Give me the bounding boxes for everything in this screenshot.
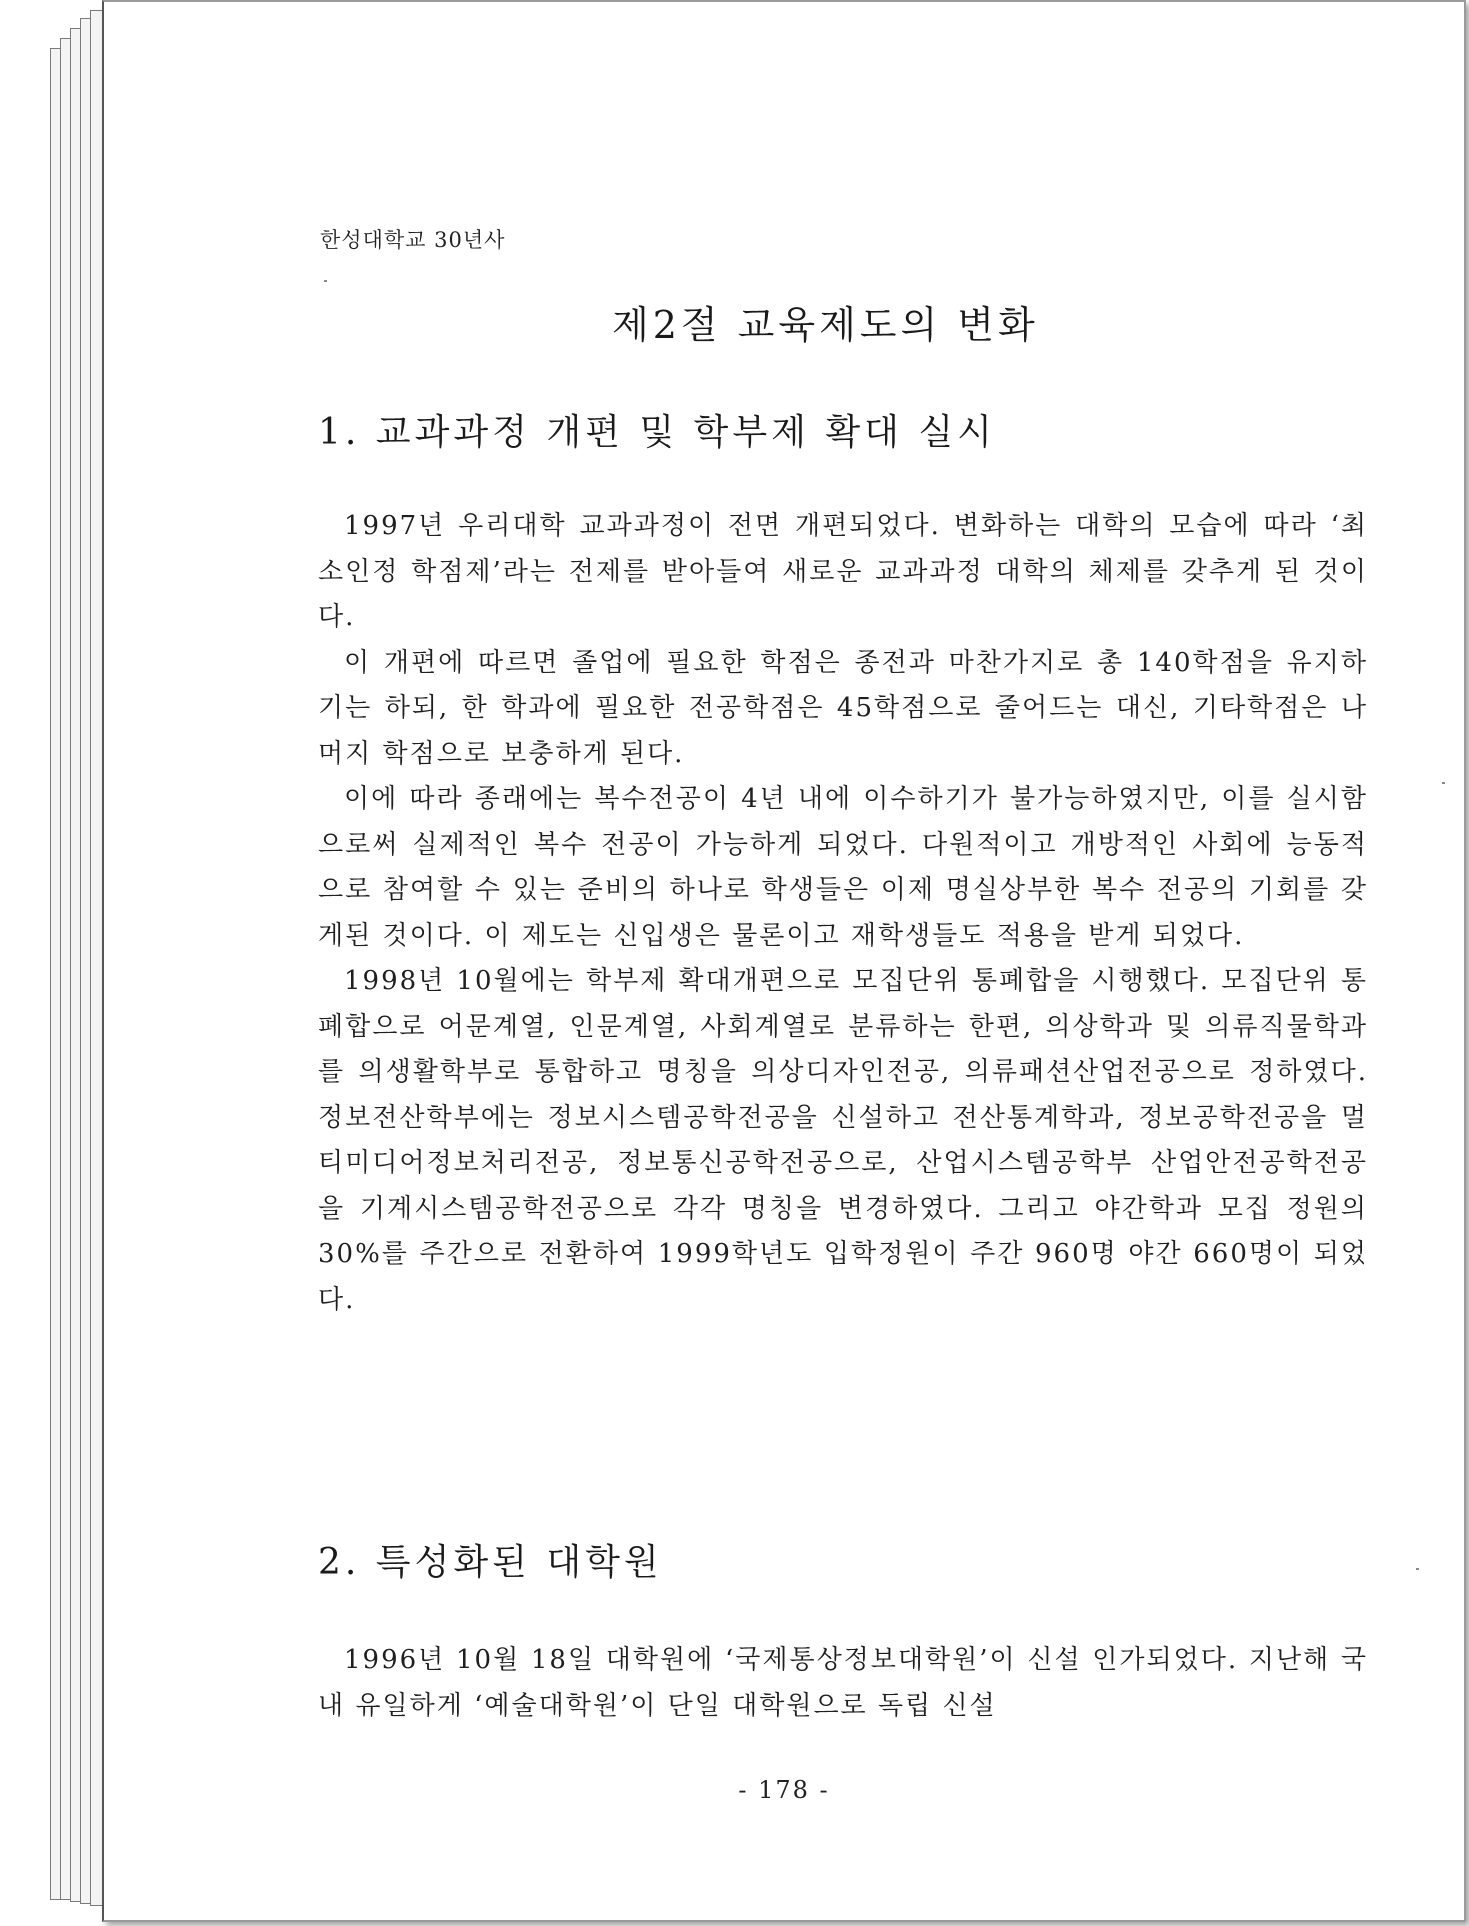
section-title: 1. 교과과정 개편 및 학부제 확대 실시 (318, 412, 996, 453)
paragraph: 1998년 10월에는 학부제 확대개편으로 모집단위 통폐합을 시행했다. 모집단위 통폐합으로 어문계열, 인문계열, 사회계열로 분류하는 한편, 의상학과 및 의류직물학과를 의생활학부로 통합하고 명칭을 의상디자인전공, 의류패션산업전공으로 정하였다. 정보전산학부에는 정보시스템공학전공을 신설하고 전산통계학과, 정보공학전공을 멀티미디어정보처리전공, 정보통신공학전공으로, 산업시스템공학부 산업안전공학전공을 기계시스템공학전공으로 각각 명칭을 변경하였다. 그리고 야간학과 모집 정원의 30%를 주간으로 전환하여 1999학년도 입학정원이 주간 960명 야간 660명이 되었다. (318, 966, 1368, 1315)
document-page (102, 0, 1466, 1922)
scan-speck (1416, 1568, 1419, 1570)
section-body (318, 1638, 1368, 1729)
running-head: 한성대학교 30년사 (320, 228, 506, 252)
section-title: 2. 특성화된 대학원 (318, 1542, 663, 1583)
paragraph: 1996년 10월 18일 대학원에 ‘국제통상정보대학원’이 신설 인가되었다. 지난해 국내 유일하게 ‘예술대학원’이 단일 대학원으로 독립 신설 (318, 1645, 1368, 1721)
page-number: - 178 - (738, 1776, 830, 1804)
chapter-title: 제2절 교육제도의 변화 (612, 303, 1039, 347)
scan-speck (1442, 782, 1445, 784)
paragraph: 이에 따라 종래에는 복수전공이 4년 내에 이수하기가 불가능하였지만, 이를 실시함으로써 실제적인 복수 전공이 가능하게 되었다. 다원적이고 개방적인 사회에 능동적으로 참여할 수 있는 준비의 하나로 학생들은 이제 명실상부한 복수 전공의 기회를 갖게된 것이다. 이 제도는 신입생은 물론이고 재학생들도 적용을 받게 되었다. (318, 784, 1368, 951)
scan-speck (324, 280, 327, 282)
section-body (318, 504, 1368, 1323)
paragraph: 1997년 우리대학 교과과정이 전면 개편되었다. 변화하는 대학의 모습에 따라 ‘최소인정 학점제’라는 전제를 받아들여 새로운 교과과정 대학의 체제를 갖추게 된 것이다. (318, 511, 1368, 632)
paragraph: 이 개편에 따르면 졸업에 필요한 학점은 종전과 마찬가지로 총 140학점을 유지하기는 하되, 한 학과에 필요한 전공학점은 45학점으로 줄어드는 대신, 기타학점은 나머지 학점으로 보충하게 된다. (318, 647, 1368, 769)
